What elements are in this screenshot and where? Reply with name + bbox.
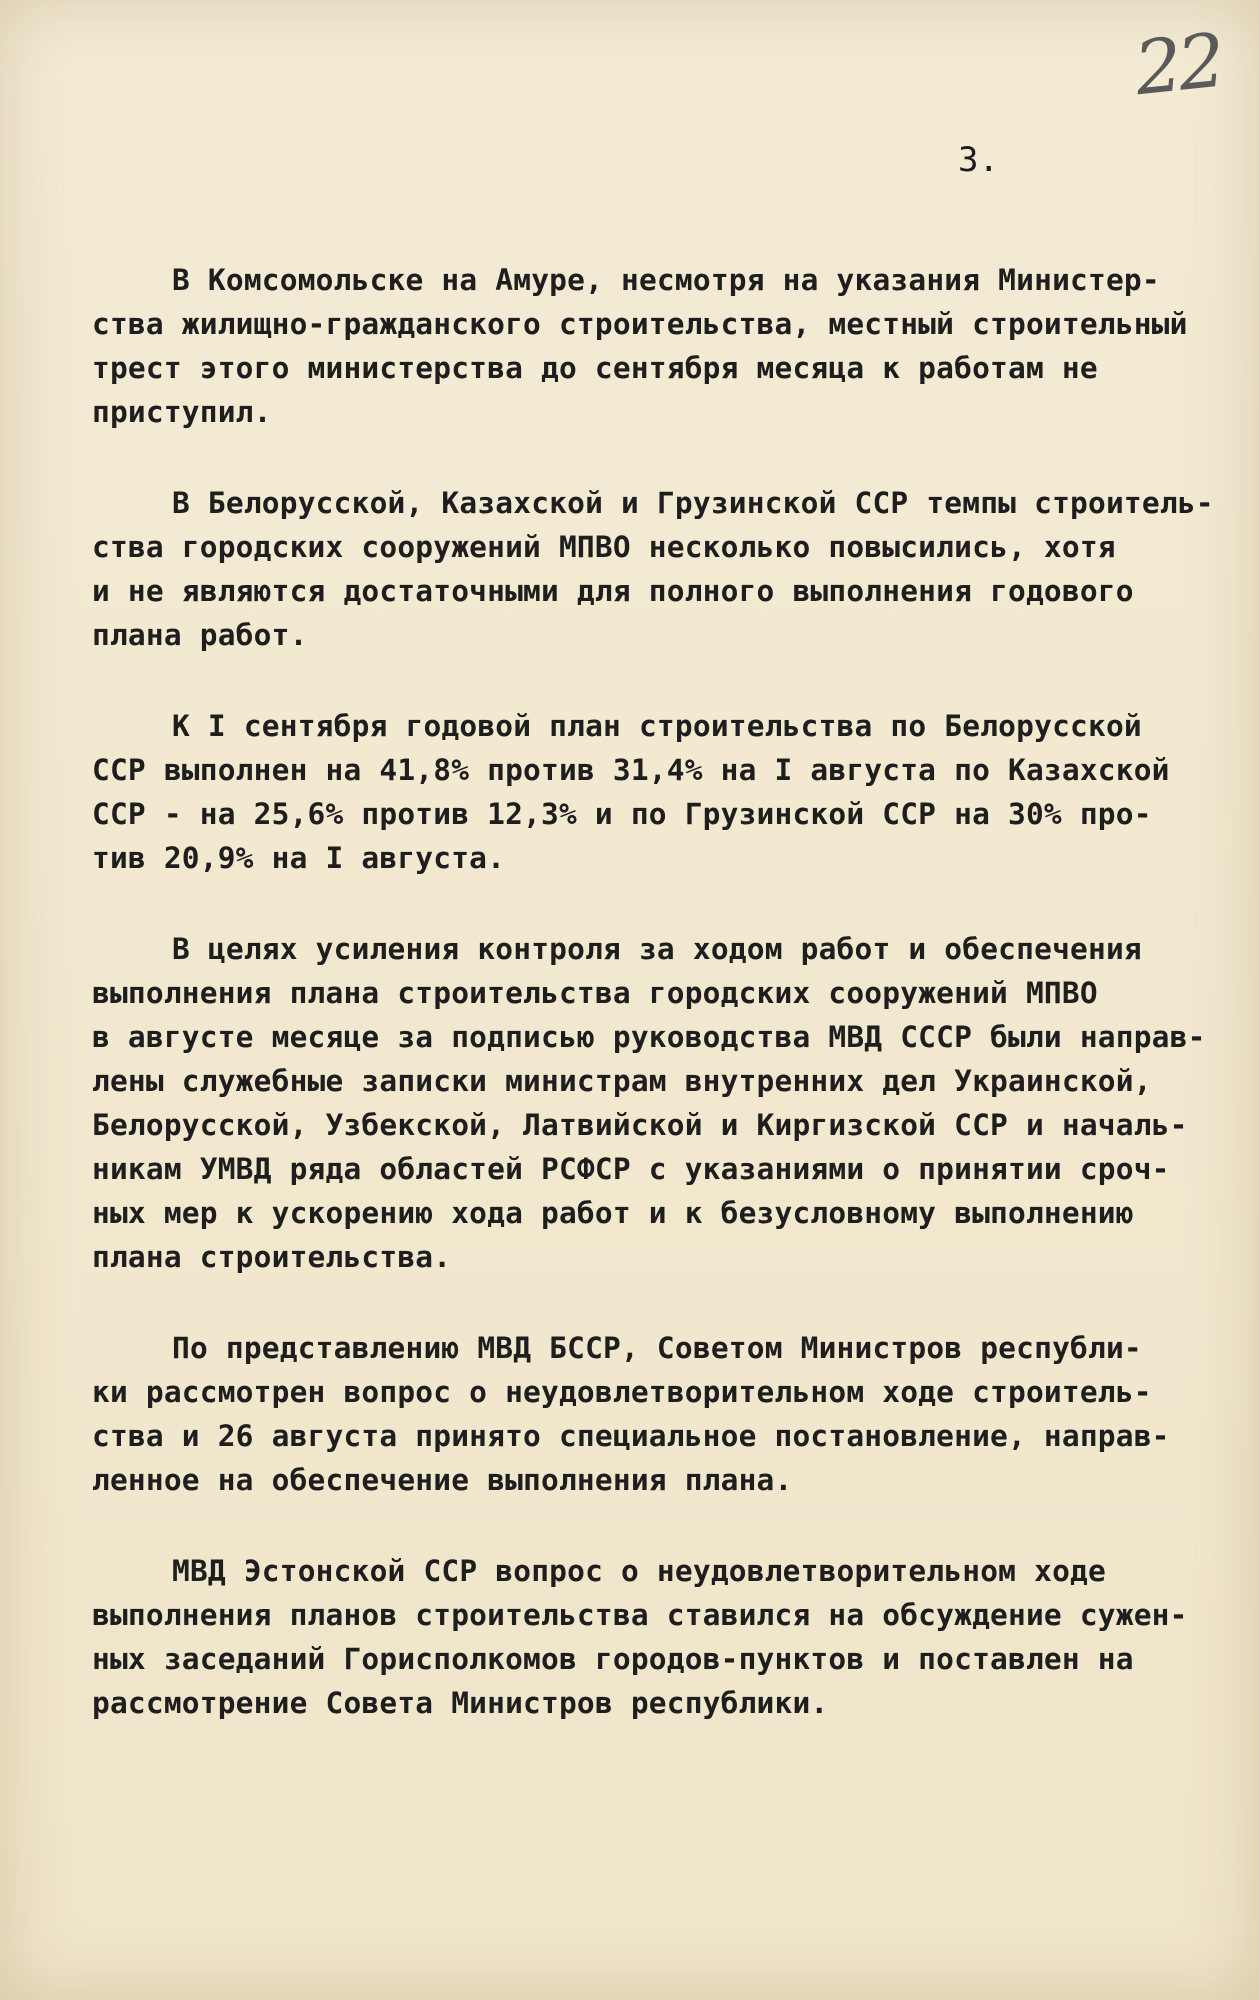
text-line: МВД Эстонской ССР вопрос о неудовлетворительном ходе	[172, 1554, 1106, 1588]
text-line: В Белорусской, Казахской и Грузинской ССР темпы строитель-	[172, 486, 1214, 520]
text-line: ства городских сооружений МПВО несколько повысились, хотя	[92, 530, 1116, 564]
paragraph-bssr-resolution	[92, 1326, 1242, 1502]
text-line: приступил.	[92, 395, 272, 429]
text-line: тив 20,9% на I августа.	[92, 841, 506, 875]
text-line: выполнения плана строительства городских сооружений МПВО	[92, 976, 1098, 1010]
text-line: ССР выполнен на 41,8% против 31,4% на I августа по Казахской	[92, 753, 1170, 787]
text-line: в августе месяце за подписью руководства МВД СССР были направ-	[92, 1020, 1206, 1054]
text-line: рассмотрение Совета Министров республики.	[92, 1686, 829, 1720]
page-number: 3.	[958, 140, 999, 180]
text-line: ки рассмотрен вопрос о неудовлетворительном ходе строитель-	[92, 1375, 1152, 1409]
text-line: К I сентября годовой план строительства по Белорусской	[172, 709, 1142, 743]
text-line: никам УМВД ряда областей РСФСР с указаниями о принятии сроч-	[92, 1152, 1170, 1186]
text-line: ленное на обеспечение выполнения плана.	[92, 1463, 793, 1497]
archive-sheet-number: 22	[1130, 17, 1226, 113]
text-line: трест этого министерства до сентября месяца к работам не	[92, 351, 1098, 385]
paragraph-plan-percentages	[92, 704, 1242, 880]
text-line: плана строительства.	[92, 1240, 452, 1274]
document-body	[92, 258, 1242, 1772]
text-line: ства и 26 августа принято специальное постановление, направ-	[92, 1419, 1170, 1453]
text-line: ных мер к ускорению хода работ и к безусловному выполнению	[92, 1196, 1134, 1230]
text-line: выполнения планов строительства ставился на обсуждение сужен-	[92, 1598, 1188, 1632]
text-line: ных заседаний Горисполкомов городов-пунктов и поставлен на	[92, 1642, 1134, 1676]
text-line: ССР - на 25,6% против 12,3% и по Грузинской ССР на 30% про-	[92, 797, 1152, 831]
paragraph-estonian-ssr	[92, 1549, 1242, 1725]
text-line: В Комсомольске на Амуре, несмотря на указания Министер-	[172, 263, 1160, 297]
text-line: В целях усиления контроля за ходом работ и обеспечения	[172, 932, 1142, 966]
text-line: плана работ.	[92, 618, 308, 652]
text-line: Белорусской, Узбекской, Латвийской и Киргизской ССР и началь-	[92, 1108, 1188, 1142]
paragraph-republics-pace	[92, 481, 1242, 657]
text-line: ства жилищно-гражданского строительства, местный строительный	[92, 307, 1188, 341]
paragraph-control-measures	[92, 927, 1242, 1279]
text-line: лены служебные записки министрам внутренних дел Украинской,	[92, 1064, 1152, 1098]
text-line: и не являются достаточными для полного выполнения годового	[92, 574, 1134, 608]
paragraph-komsomolsk	[92, 258, 1242, 434]
text-line: По представлению МВД БССР, Советом Министров республи-	[172, 1331, 1142, 1365]
